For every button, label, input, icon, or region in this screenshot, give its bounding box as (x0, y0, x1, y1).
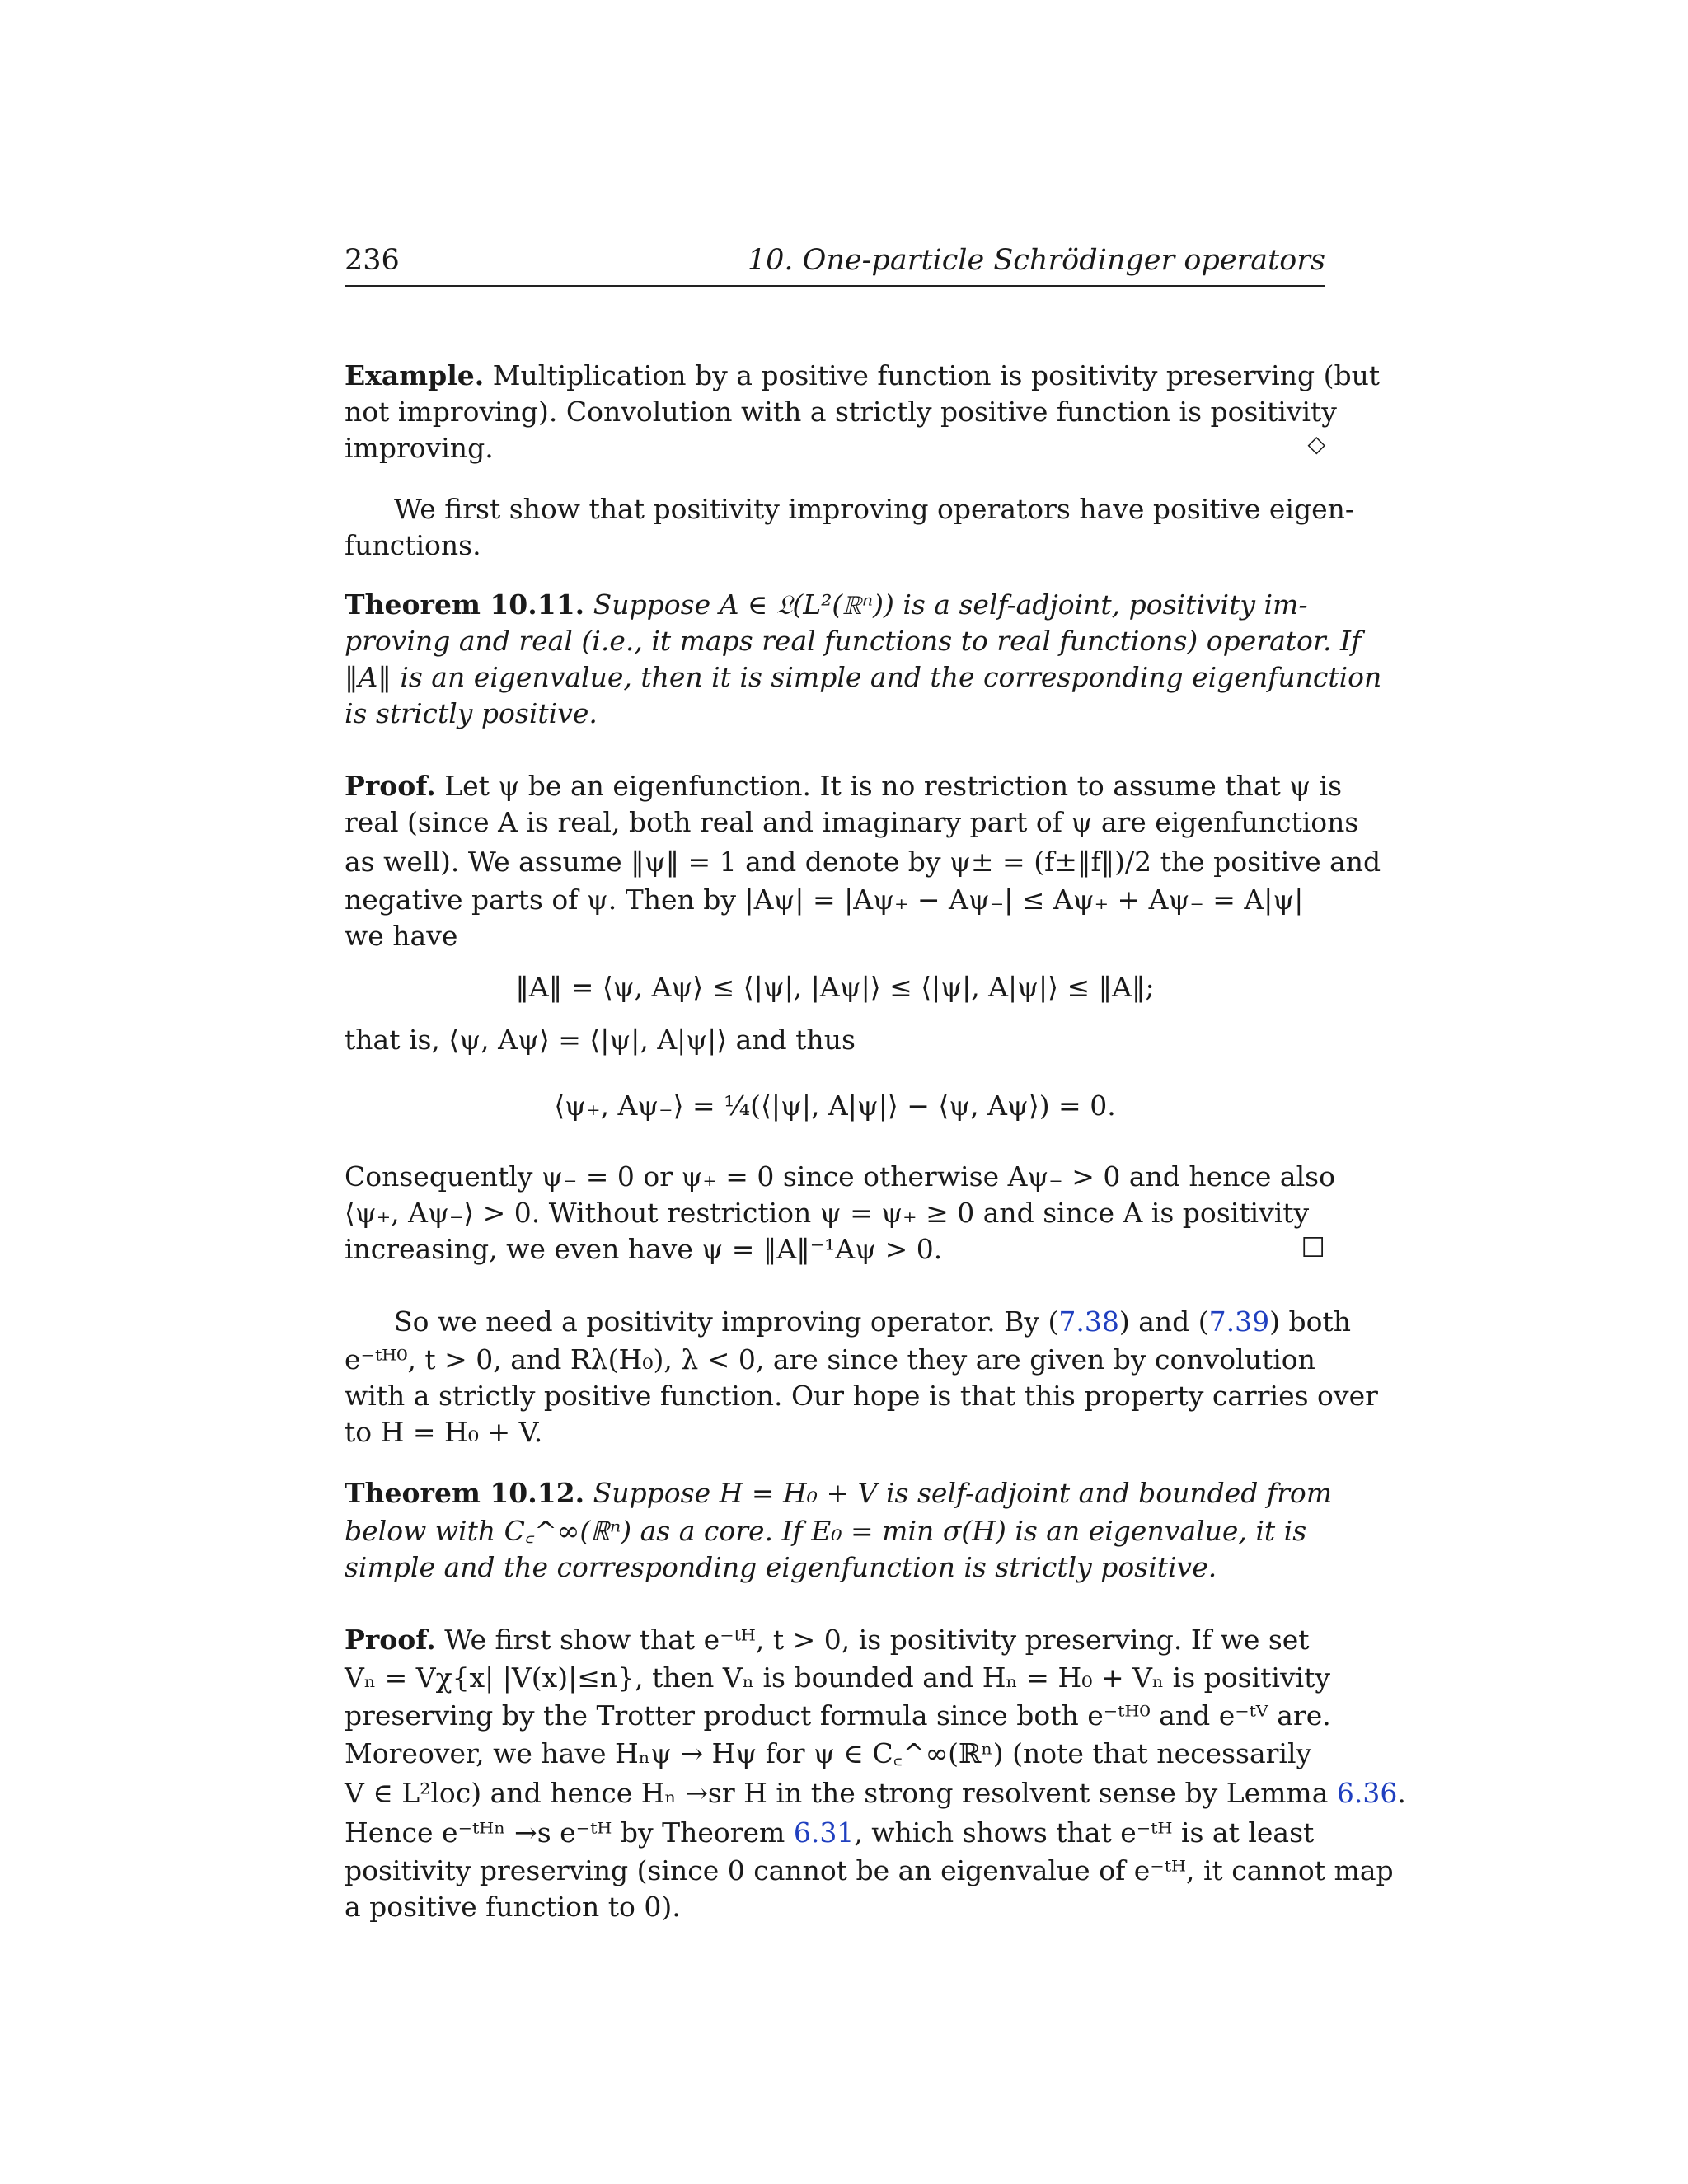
proof1-equation-1: ‖A‖ = ⟨ψ, Aψ⟩ ≤ ⟨|ψ|, |Aψ|⟩ ≤ ⟨|ψ|, A|ψ|⟩ ≤ ‖A‖; (515, 971, 1155, 1003)
text: ) and ( (1118, 1305, 1209, 1338)
thm1011-label: Theorem 10.11. (345, 588, 585, 621)
proof1-line-1 (345, 768, 1343, 804)
thm1012-line-2: below with C꜀^∞(ℝⁿ) as a core. If E₀ = min σ(H) is an eigenvalue, it is (345, 1515, 1307, 1547)
text: V ∈ L²loc) and hence Hₙ →sr H in the strong resolvent sense by Lemma (345, 1777, 1337, 1809)
proof2-line-8: a positive function to 0). (345, 1891, 681, 1923)
theorem-ref-6-31[interactable]: 6.31 (793, 1816, 855, 1849)
text: ) both (1269, 1305, 1351, 1338)
running-header (345, 244, 1325, 287)
text: So we need a positivity improving operator. By ( (394, 1305, 1059, 1338)
text: . (1397, 1777, 1406, 1809)
para2-line-2: e⁻ᵗᴴ⁰, t > 0, and Rλ(H₀), λ < 0, are since they are given by convolution (345, 1343, 1315, 1376)
proof2-line-4: Moreover, we have Hₙψ → Hψ for ψ ∈ C꜀^∞(ℝⁿ) (note that necessarily (345, 1737, 1312, 1769)
equation-ref-7-38[interactable]: 7.38 (1058, 1305, 1119, 1338)
proof2-line-1 (345, 1622, 1325, 1658)
proof2-line-7: positivity preserving (since 0 cannot be an eigenvalue of e⁻ᵗᴴ, it cannot map (345, 1854, 1394, 1886)
proof1-qed-mark: ☐ (1301, 1231, 1325, 1263)
text: Let ψ be an eigenfunction. It is no restriction to assume that ψ is (444, 770, 1343, 802)
proof2-label: Proof. (345, 1624, 436, 1656)
proof1-line-2: real (since A is real, both real and imaginary part of ψ are eigenfunctions (345, 806, 1359, 838)
thm1012-line-1 (345, 1475, 1333, 1511)
text: We first show that e⁻ᵗᴴ, t > 0, is positivity preserving. If we set (444, 1624, 1310, 1656)
thm1011-line-3: ‖A‖ is an eigenvalue, then it is simple and the corresponding eigenfunction (345, 661, 1382, 693)
proof1-line-7: Consequently ψ₋ = 0 or ψ₊ = 0 since otherwise Aψ₋ > 0 and hence also (345, 1160, 1335, 1193)
proof2-line-3: preserving by the Trotter product formula since both e⁻ᵗᴴ⁰ and e⁻ᵗⱽ are. (345, 1699, 1331, 1732)
proof1-line-4: negative parts of ψ. Then by |Aψ| = |Aψ₊ − Aψ₋| ≤ Aψ₊ + Aψ₋ = A|ψ| (345, 883, 1304, 916)
proof1-line-6: that is, ⟨ψ, Aψ⟩ = ⟨|ψ|, A|ψ|⟩ and thus (345, 1024, 856, 1056)
example-label: Example. (345, 359, 485, 391)
text: Hence e⁻ᵗᴴⁿ →s e⁻ᵗᴴ by Theorem (345, 1816, 794, 1849)
proof1-line-9: increasing, we even have ψ = ‖A‖⁻¹Aψ > 0. (345, 1233, 943, 1265)
proof1-line-8: ⟨ψ₊, Aψ₋⟩ > 0. Without restriction ψ = ψ₊ ≥ 0 and since A is positivity (345, 1197, 1310, 1229)
text: Suppose H = H₀ + V is self-adjoint and bounded from (593, 1477, 1333, 1509)
page-number: 236 (345, 244, 400, 277)
text: Multiplication by a positive function is positivity preserving (but (492, 359, 1381, 391)
thm1012-line-3: simple and the corresponding eigenfunction is strictly positive. (345, 1551, 1217, 1583)
proof2-line-5 (345, 1775, 1406, 1811)
example-line-2: not improving). Convolution with a strictly positive function is positivity (345, 396, 1337, 428)
thm1011-line-1 (345, 587, 1325, 623)
text: Suppose A ∈ 𝔏(L²(ℝⁿ)) is a self-adjoint, positivity im- (593, 588, 1308, 621)
example-line-3: improving. (345, 432, 494, 464)
example-end-mark: ◇ (1307, 430, 1325, 457)
intro-line-1: We first show that positivity improving operators have positive eigen- (394, 493, 1355, 525)
chapter-title: 10. One-particle Schrödinger operators (747, 244, 1325, 277)
para2-line-4: to H = H₀ + V. (345, 1416, 543, 1448)
text: , which shows that e⁻ᵗᴴ is at least (854, 1816, 1315, 1849)
para2-line-3: with a strictly positive function. Our hope is that this property carries over (345, 1380, 1378, 1412)
para2-line-1 (345, 1304, 1375, 1340)
proof2-line-6 (345, 1815, 1325, 1851)
proof2-line-2: Vₙ = Vχ{x| |V(x)|≤n}, then Vₙ is bounded and Hₙ = H₀ + Vₙ is positivity (345, 1661, 1331, 1694)
thm1011-line-2: proving and real (i.e., it maps real functions to real functions) operator. If (345, 625, 1362, 657)
intro-line-2: functions. (345, 529, 481, 561)
proof1-equation-2: ⟨ψ₊, Aψ₋⟩ = ¼(⟨|ψ|, A|ψ|⟩ − ⟨ψ, Aψ⟩) = 0. (554, 1090, 1116, 1122)
equation-ref-7-39[interactable]: 7.39 (1208, 1305, 1270, 1338)
lemma-ref-6-36[interactable]: 6.36 (1336, 1777, 1398, 1809)
proof1-line-5: we have (345, 920, 458, 952)
example-line-1 (345, 358, 1381, 394)
thm1011-line-4: is strictly positive. (345, 697, 598, 729)
thm1012-label: Theorem 10.12. (345, 1477, 585, 1509)
proof1-label: Proof. (345, 770, 436, 802)
proof1-line-3: as well). We assume ‖ψ‖ = 1 and denote by ψ± = (f±‖f‖)/2 the positive and (345, 846, 1381, 878)
